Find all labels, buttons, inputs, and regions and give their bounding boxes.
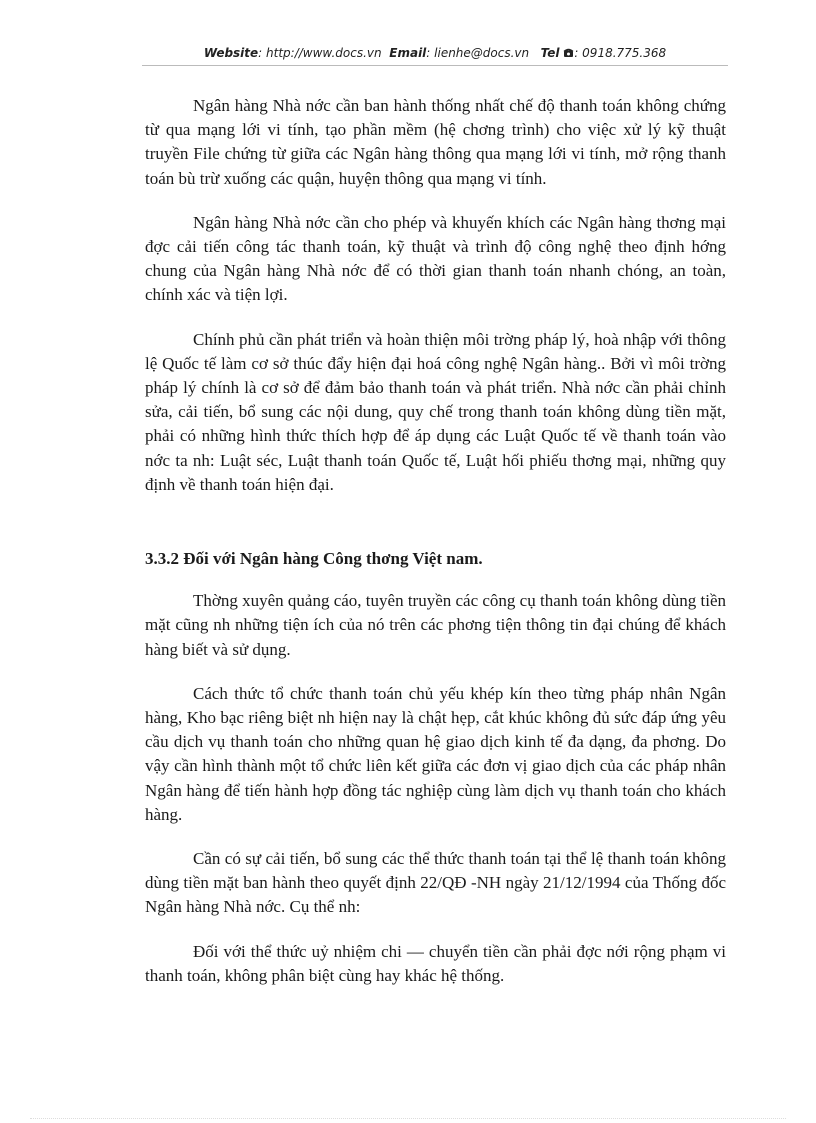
email-label: Email: [389, 46, 427, 60]
document-body: [145, 94, 726, 1008]
paragraph: Chính phủ cần phát triển và hoàn thiện môi trờng pháp lý, hoà nhập với thông lệ Quốc tế làm cơ sở thúc đẩy hiện đại hoá công nghệ Ngân hàng.. Bởi vì môi trờng pháp lý chính là cơ sở để đảm bảo thanh toán và phát triển. Nhà nớc cần phải chỉnh sửa, cải tiến, bổ sung các nội dung, quy chế trong thanh toán không dùng tiền mặt, phải có những hình thức thích hợp để áp dụng các Luật Quốc tế về thanh toán vào nớc ta nh: Luật séc, Luật thanh toán Quốc tế, Luật hối phiếu thơng mại, những quy định về thanh toán hiện đại.: [145, 329, 726, 494]
page-bottom-rule: [30, 1118, 786, 1119]
website-value: : http://www.docs.vn: [258, 46, 382, 60]
header-divider: [142, 65, 728, 66]
tel-value: : 0918.775.368: [574, 46, 667, 60]
paragraph: Đối với thể thức uỷ nhiệm chi — chuyển tiền cần phải đợc nới rộng phạm vi thanh toán, không phân biệt cùng hay khác hệ thống.: [145, 941, 726, 985]
tel-label: Tel: [540, 46, 560, 60]
paragraph: Ngân hàng Nhà nớc cần cho phép và khuyến khích các Ngân hàng thơng mại đợc cải tiến công tác thanh toán, kỹ thuật và trình độ công nghệ theo định hớng chung của Ngân hàng Nhà nớc để có thời gian thanh toán nhanh chóng, an toàn, chính xác và tiện lợi.: [145, 212, 726, 305]
paragraph: Cần có sự cải tiến, bổ sung các thể thức thanh toán tại thể lệ thanh toán không dùng tiền mặt ban hành theo quyết định 22/QĐ -NH ngày 21/12/1994 của Thống đốc Ngân hàng Nhà nớc. Cụ thể nh:: [145, 849, 726, 917]
email-value: : lienhe@docs.vn: [426, 46, 530, 60]
page-header: [142, 46, 728, 60]
website-label: Website: [203, 46, 259, 60]
paragraph: Thờng xuyên quảng cáo, tuyên truyền các công cụ thanh toán không dùng tiền mặt cũng nh những tiện ích của nó trên các phơng tiện thông tin đại chúng để khách hàng biết và sử dụng.: [145, 591, 727, 659]
paragraph: Ngân hàng Nhà nớc cần ban hành thống nhất chế độ thanh toán không chứng từ qua mạng lới vi tính, tạo phần mềm (hệ chơng trình) cho việc xử lý kỹ thuật truyền File chứng từ giữa các Ngân hàng thông qua mạng lới vi tính, mở rộng thanh toán bù trừ xuống các quận, huyện thông qua mạng vi tính.: [145, 96, 726, 188]
section-heading: 3.3.2 Đối với Ngân hàng Công thơng Việt nam.: [145, 549, 483, 569]
phone-icon: [563, 47, 574, 58]
paragraph: Cách thức tổ chức thanh toán chủ yếu khép kín theo từng pháp nhân Ngân hàng, Kho bạc riêng biệt nh hiện nay là chật hẹp, cắt khúc không đủ sức đáp ứng yêu cầu dịch vụ thanh toán cho những quan hệ giao dịch kinh tế đa dạng, đa phơng. Do vậy cần hình thành một tổ chức liên kết giữa các đơn vị giao dịch của các pháp nhân Ngân hàng để tiến hành hợp đồng tác nghiệp cùng làm dịch vụ thanh toán cho khách hàng.: [145, 683, 726, 824]
